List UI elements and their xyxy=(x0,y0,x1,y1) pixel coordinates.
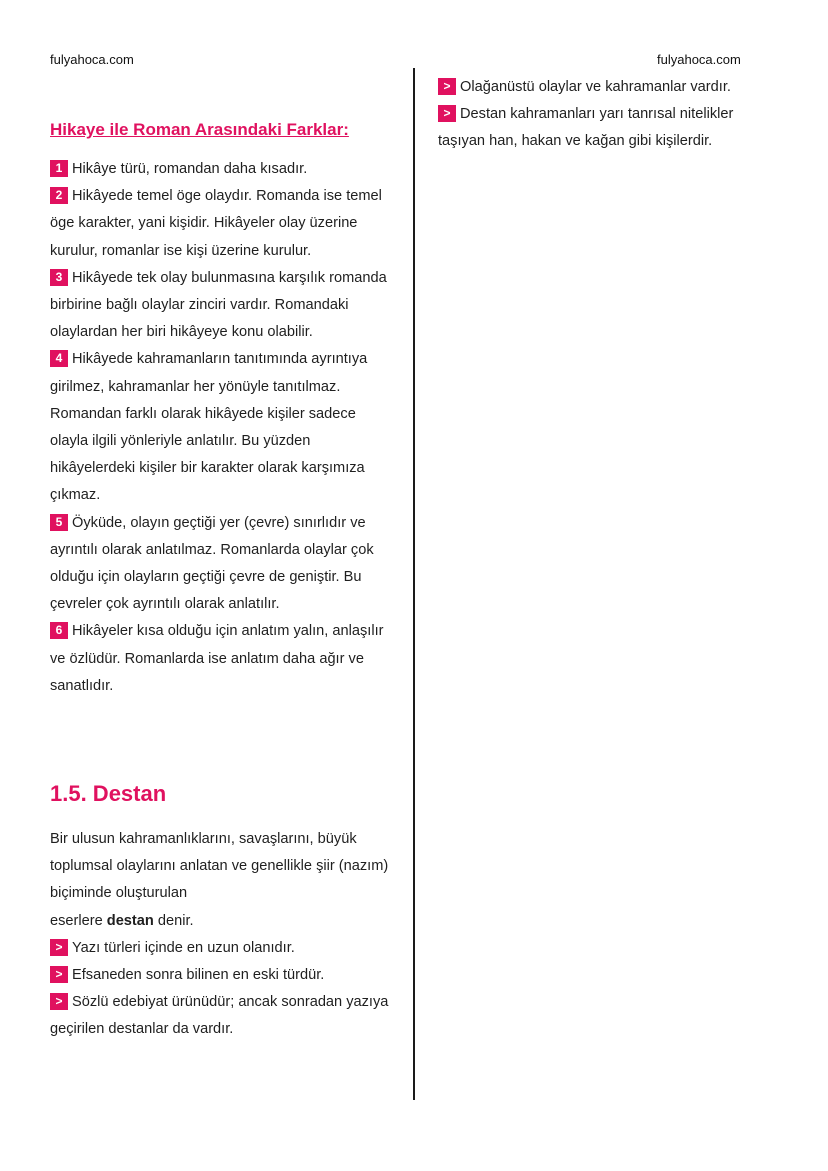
arrow-badge: > xyxy=(438,78,456,95)
destan-bullet xyxy=(438,101,778,155)
bullet-text: Yazı türleri içinde en uzun olanıdır. xyxy=(72,939,295,956)
destan-bullet xyxy=(50,989,395,1043)
left-column xyxy=(50,118,395,1044)
difference-item xyxy=(50,265,395,347)
difference-text: Öyküde, olayın geçtiği yer (çevre) sınırlıdır ve ayrıntılı olarak anlatılmaz. Romanlarda olaylar çok olduğu için olayların geçtiği çevre de geniştir. Bu çevreler çok ayrıntılı olarak anlatılır. xyxy=(50,514,374,613)
header-site-left: fulyahoca.com xyxy=(50,52,134,67)
destan-intro-text: Bir ulusun kahramanlıklarını, savaşlarını, büyük toplumsal olaylarını anlatan ve genellikle şiir (nazım) biçiminde oluşturulan xyxy=(50,831,389,902)
right-column xyxy=(438,74,778,156)
number-badge: 2 xyxy=(50,187,68,204)
difference-text: Hikâyede tek olay bulunmasına karşılık romanda birbirine bağlı olaylar zinciri vardır. Romandaki olaylardan her biri hikâyeye konu olabilir. xyxy=(50,269,387,341)
destan-heading: 1.5. Destan xyxy=(50,781,167,807)
number-badge: 6 xyxy=(50,622,68,639)
number-badge: 4 xyxy=(50,350,68,367)
column-divider xyxy=(413,68,415,1100)
number-badge: 1 xyxy=(50,160,68,177)
difference-item xyxy=(50,510,395,619)
difference-item xyxy=(50,156,395,183)
arrow-badge: > xyxy=(50,966,68,983)
destan-bullet xyxy=(50,962,395,989)
difference-item xyxy=(50,183,395,265)
difference-text: Hikâyeler kısa olduğu için anlatım yalın, anlaşılır ve özlüdür. Romanlarda ise anlatım daha ağır ve sanatlıdır. xyxy=(50,623,384,694)
number-badge: 5 xyxy=(50,514,68,531)
section-title: Hikaye ile Roman Arasındaki Farklar: xyxy=(50,120,349,139)
difference-text: Hikâyede kahramanların tanıtımında ayrıntıya girilmez, kahramanlar her yönüyle tanıtılmaz. Romandan farklı olarak hikâyede kişiler sadece olayla ilgili yönleriyle anlatılır. Bu yüzden hikâyelerdeki kişiler bir karakter olarak karşımıza çıkmaz. xyxy=(50,351,368,504)
difference-text: Hikâyede temel öge olaydır. Romanda ise temel öge karakter, yani kişidir. Hikâyeler olay üzerine kurulur, romanlar ise kişi üzerine kurulur. xyxy=(50,188,382,259)
header-site-right: fulyahoca.com xyxy=(657,52,741,67)
destan-keyword: destan xyxy=(106,912,154,929)
difference-item xyxy=(50,618,395,700)
arrow-badge: > xyxy=(50,939,68,956)
number-badge: 3 xyxy=(50,269,68,286)
destan-intro-text-2: eserlere xyxy=(50,912,107,929)
arrow-badge: > xyxy=(438,105,456,122)
bullet-text: Olağanüstü olaylar ve kahramanlar vardır. xyxy=(460,79,731,95)
difference-text: Hikâye türü, romandan daha kısadır. xyxy=(72,161,308,177)
bullet-text: Sözlü edebiyat ürünüdür; ancak sonradan yazıya geçirilen destanlar da vardır. xyxy=(50,994,389,1038)
arrow-badge: > xyxy=(50,993,68,1010)
bullet-text: Destan kahramanları yarı tanrısal nitelikler taşıyan han, hakan ve kağan gibi kişilerdir. xyxy=(438,106,734,150)
destan-bullet xyxy=(50,935,395,962)
destan-intro xyxy=(50,826,395,935)
destan-bullet xyxy=(438,74,778,101)
bullet-text: Efsaneden sonra bilinen en eski türdür. xyxy=(72,967,325,984)
destan-intro-text-3: denir. xyxy=(153,912,194,929)
difference-item xyxy=(50,346,395,509)
